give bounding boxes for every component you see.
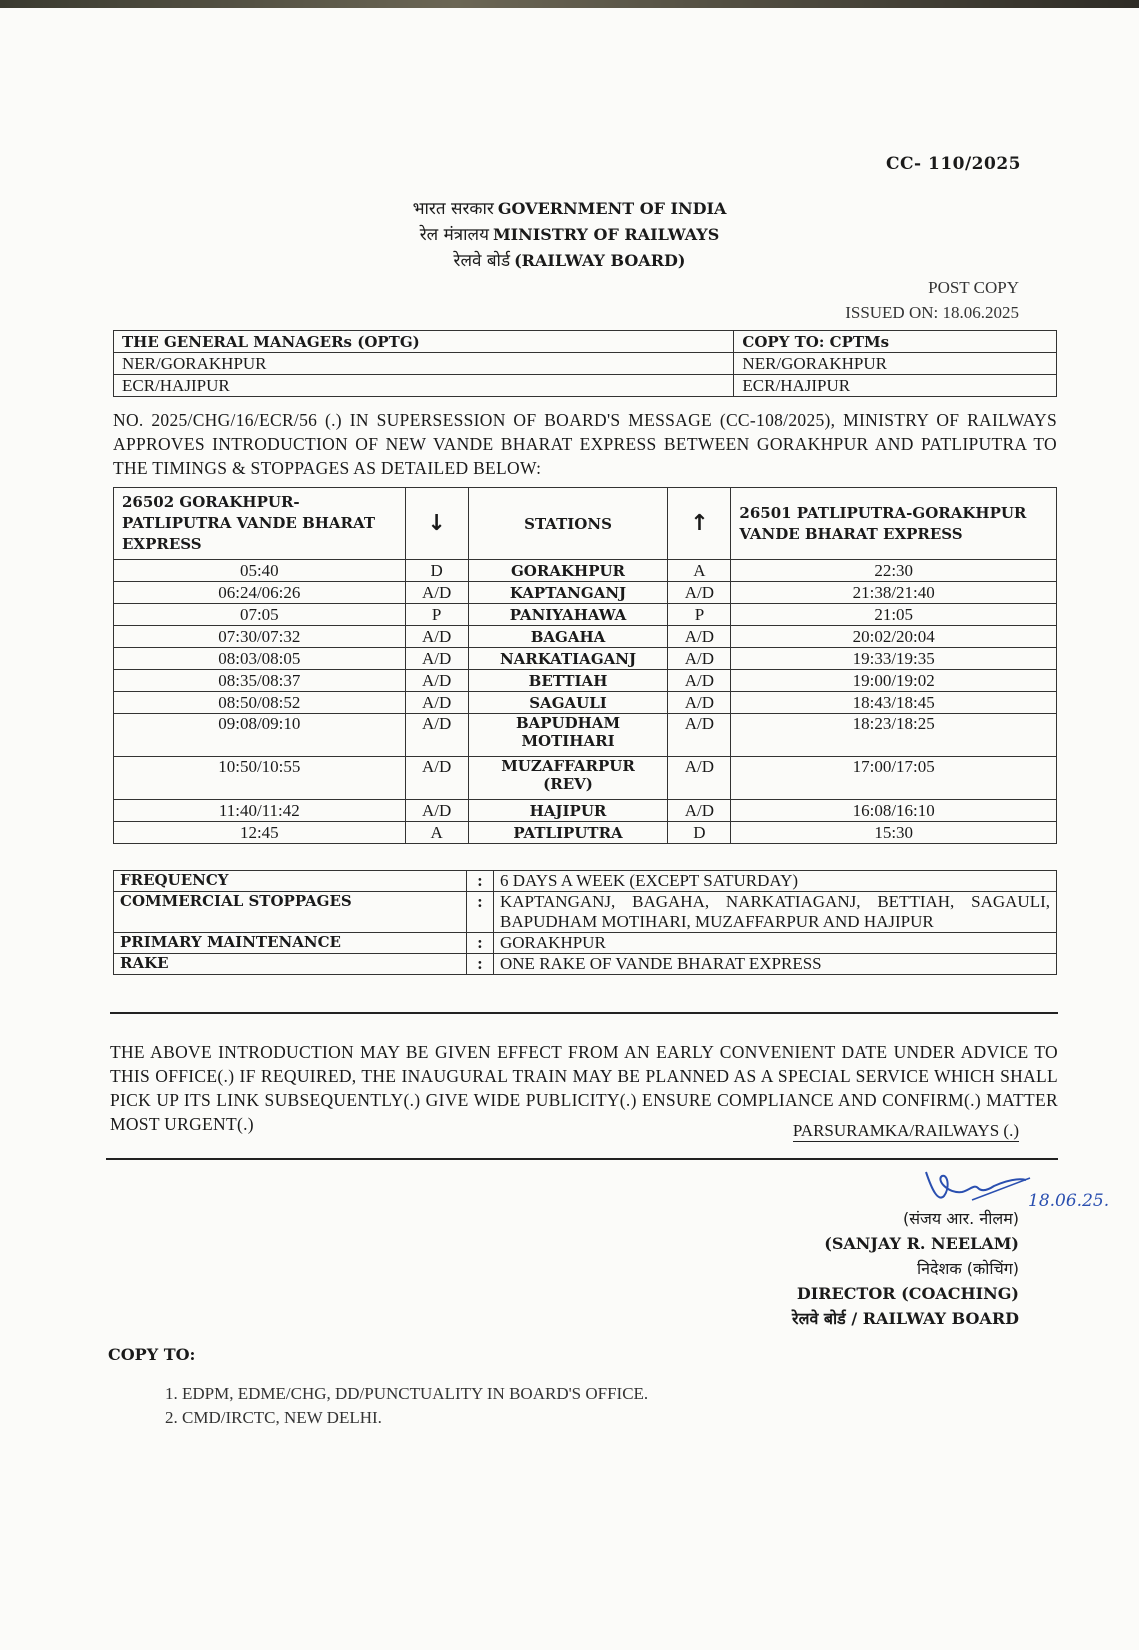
down-code: A/D — [405, 800, 468, 822]
post-copy-label: POST COPY — [928, 278, 1019, 297]
table-row — [114, 822, 1057, 844]
down-time: 06:24/06:26 — [114, 582, 406, 604]
addressee-cell: NER/GORAKHPUR — [114, 353, 734, 375]
table-row — [114, 954, 1057, 975]
divider — [110, 1012, 1058, 1014]
frequency-label: FREQUENCY — [114, 871, 467, 892]
up-time: 22:30 — [731, 560, 1057, 582]
letterhead-line-2: रेल मंत्रालय MINISTRY OF RAILWAYS — [419, 225, 720, 245]
table-row — [114, 560, 1057, 582]
copy-to-list — [165, 1382, 648, 1430]
sender-line: PARSURAMKA/RAILWAYS (.) — [792, 1121, 1019, 1140]
table-row — [114, 604, 1057, 626]
down-code: A/D — [405, 757, 468, 800]
copy-to-cell: NER/GORAKHPUR — [734, 353, 1057, 375]
station-name: MUZAFFARPUR (REV) — [468, 757, 668, 800]
table-row — [114, 670, 1057, 692]
up-code: A/D — [668, 582, 731, 604]
table-row — [114, 757, 1057, 800]
up-time: 20:02/20:04 — [731, 626, 1057, 648]
issue-info — [845, 275, 1019, 325]
station-name: PATLIPUTRA — [468, 822, 668, 844]
station-name: BETTIAH — [468, 670, 668, 692]
table-row — [114, 892, 1057, 933]
up-code: P — [668, 604, 731, 626]
table-row — [114, 871, 1057, 892]
signature-date: 18.06.25. — [1028, 1191, 1110, 1211]
down-time: 12:45 — [114, 822, 406, 844]
letterhead-line-3: रेलवे बोर्ड (RAILWAY BOARD) — [453, 251, 686, 271]
list-item: 1. EDPM, EDME/CHG, DD/PUNCTUALITY IN BOARD'S OFFICE. — [165, 1384, 649, 1403]
up-time: 18:43/18:45 — [731, 692, 1057, 714]
down-code: A/D — [405, 692, 468, 714]
maintenance-value: GORAKHPUR — [494, 933, 1057, 954]
down-train-heading: 26502 GORAKHPUR-PATLIPUTRA VANDE BHARAT EXPRESS — [114, 488, 406, 560]
table-row — [114, 582, 1057, 604]
signatory-title-hindi: निदेशक (कोचिंग) — [916, 1259, 1019, 1278]
down-code: A — [405, 822, 468, 844]
colon-separator: : — [467, 871, 494, 892]
reference-number: CC- 110/2025 — [885, 154, 1021, 174]
down-time: 08:35/08:37 — [114, 670, 406, 692]
station-name: PANIYAHAWA — [468, 604, 668, 626]
closing-paragraph: THE ABOVE INTRODUCTION MAY BE GIVEN EFFECT FROM AN EARLY CONVENIENT DATE UNDER ADVICE TO THIS OFFICE(.) IF REQUIRED, THE INAUGURAL TRAIN MAY BE PLANNED AS A SPECIAL SERVICE WHICH SHALL PICK UP ITS LINK SUBSEQUENTLY(.) GIVE WIDE PUBLICITY(.) ENSURE COMPLIANCE AND CONFIRM(.) MATTER MOST URGENT(.) — [110, 1042, 1058, 1134]
signatory-block — [792, 1206, 1019, 1331]
up-code: A/D — [668, 648, 731, 670]
down-time: 07:05 — [114, 604, 406, 626]
rake-value: ONE RAKE OF VANDE BHARAT EXPRESS — [494, 954, 1057, 975]
addressee-heading: THE GENERAL MANAGERs (OPTG) — [114, 331, 734, 353]
signatory-name: (SANJAY R. NEELAM) — [824, 1234, 1019, 1253]
down-time: 08:03/08:05 — [114, 648, 406, 670]
stations-heading: STATIONS — [468, 488, 668, 560]
up-time: 19:00/19:02 — [731, 670, 1057, 692]
arrow-down-icon: ↓ — [405, 488, 468, 560]
message-body: NO. 2025/CHG/16/ECR/56 (.) IN SUPERSESSION OF BOARD'S MESSAGE (CC-108/2025), MINISTRY OF RAILWAYS APPROVES INTRODUCTION OF NEW VANDE BHARAT EXPRESS BETWEEN GORAKHPUR AND PATLIPUTRA TO THE TIMINGS & STOPPAGES AS DETAILED BELOW: — [113, 410, 1057, 478]
table-row — [114, 800, 1057, 822]
up-time: 21:38/21:40 — [731, 582, 1057, 604]
station-name: KAPTANGANJ — [468, 582, 668, 604]
table-row — [114, 626, 1057, 648]
station-name: HAJIPUR — [468, 800, 668, 822]
table-row — [114, 648, 1057, 670]
frequency-value: 6 DAYS A WEEK (EXCEPT SATURDAY) — [494, 871, 1057, 892]
colon-separator: : — [467, 892, 494, 933]
up-train-heading: 26501 PATLIPUTRA-GORAKHPUR VANDE BHARAT EXPRESS — [731, 488, 1057, 560]
down-time: 09:08/09:10 — [114, 714, 406, 757]
down-code: D — [405, 560, 468, 582]
up-code: A/D — [668, 692, 731, 714]
down-time: 07:30/07:32 — [114, 626, 406, 648]
copy-to-cell: ECR/HAJIPUR — [734, 375, 1057, 397]
stoppages-label: COMMERCIAL STOPPAGES — [114, 892, 467, 933]
up-time: 15:30 — [731, 822, 1057, 844]
colon-separator: : — [467, 933, 494, 954]
up-code: A/D — [668, 714, 731, 757]
maintenance-label: PRIMARY MAINTENANCE — [114, 933, 467, 954]
station-name: BAPUDHAM MOTIHARI — [468, 714, 668, 757]
station-name: BAGAHA — [468, 626, 668, 648]
timetable-header-row — [114, 488, 1057, 560]
up-code: A/D — [668, 626, 731, 648]
down-code: A/D — [405, 648, 468, 670]
arrow-up-icon: ↑ — [668, 488, 731, 560]
list-item: 2. CMD/IRCTC, NEW DELHI. — [165, 1408, 382, 1427]
stoppages-value: KAPTANGANJ, BAGAHA, NARKATIAGANJ, BETTIAH, SAGAULI, BAPUDHAM MOTIHARI, MUZAFFARPUR AND HAJIPUR — [494, 892, 1057, 933]
down-time: 10:50/10:55 — [114, 757, 406, 800]
up-code: A/D — [668, 800, 731, 822]
up-time: 18:23/18:25 — [731, 714, 1057, 757]
rake-label: RAKE — [114, 954, 467, 975]
timetable — [113, 487, 1057, 844]
up-code: A — [668, 560, 731, 582]
copy-to-heading: COPY TO: CPTMs — [734, 331, 1057, 353]
up-code: D — [668, 822, 731, 844]
colon-separator: : — [467, 954, 494, 975]
table-row — [114, 714, 1057, 757]
up-time: 21:05 — [731, 604, 1057, 626]
station-name: GORAKHPUR — [468, 560, 668, 582]
down-code: A/D — [405, 670, 468, 692]
down-code: P — [405, 604, 468, 626]
down-code: A/D — [405, 714, 468, 757]
addressee-cell: ECR/HAJIPUR — [114, 375, 734, 397]
issued-on-date: ISSUED ON: 18.06.2025 — [845, 303, 1019, 322]
up-code: A/D — [668, 757, 731, 800]
up-time: 19:33/19:35 — [731, 648, 1057, 670]
down-code: A/D — [405, 626, 468, 648]
signatory-office: रेलवे बोर्ड / RAILWAY BOARD — [792, 1309, 1019, 1328]
down-time: 11:40/11:42 — [114, 800, 406, 822]
signatory-name-hindi: (संजय आर. नीलम) — [902, 1209, 1019, 1228]
address-table — [113, 330, 1057, 397]
signatory-title: DIRECTOR (COACHING) — [796, 1284, 1019, 1303]
up-time: 16:08/16:10 — [731, 800, 1057, 822]
station-name: SAGAULI — [468, 692, 668, 714]
table-row — [114, 933, 1057, 954]
down-code: A/D — [405, 582, 468, 604]
copy-to-heading-footer: COPY TO: — [108, 1345, 196, 1364]
service-details-table — [113, 870, 1057, 975]
divider — [106, 1158, 1058, 1160]
station-name: NARKATIAGANJ — [468, 648, 668, 670]
up-code: A/D — [668, 670, 731, 692]
down-time: 05:40 — [114, 560, 406, 582]
letterhead-line-1: भारत सरकार GOVERNMENT OF INDIA — [412, 199, 727, 219]
table-row — [114, 692, 1057, 714]
down-time: 08:50/08:52 — [114, 692, 406, 714]
letterhead — [0, 196, 1139, 274]
up-time: 17:00/17:05 — [731, 757, 1057, 800]
